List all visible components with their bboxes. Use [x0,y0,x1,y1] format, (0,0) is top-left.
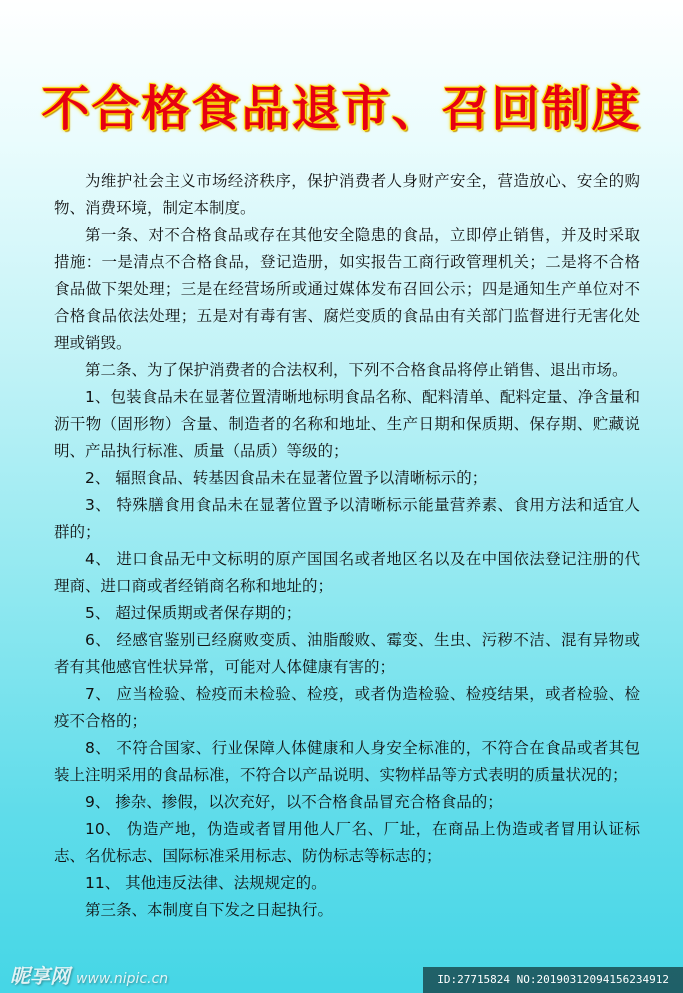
list-item-10: 10、 伪造产地，伪造或者冒用他人厂名、厂址，在商品上伪造或者冒用认证标志、名优标志、国际标准采用标志、防伪标志等标志的； [54,820,640,865]
list-item-2: 2、 辐照食品、转基因食品未在显著位置予以清晰标示的； [85,469,488,487]
document-body [54,168,640,924]
list-item-3: 3、 特殊膳食用食品未在显著位置予以清晰标示能量营养素、食用方法和适宜人群的； [54,496,640,541]
article-1: 第一条、对不合格食品或存在其他安全隐患的食品，立即停止销售，并及时采取措施：一是清点不合格食品，登记造册，如实报告工商行政管理机关；二是将不合格食品做下架处理；三是在经营场所或通过媒体发布召回公示；四是通知生产单位对不合格食品依法处理；五是对有毒有害、腐烂变质的食品由有关部门监督进行无害化处理或销毁。 [54,226,640,352]
watermark-url: www.nipic.cn [76,971,169,987]
watermark-logo-text: 昵享网 [10,964,70,988]
list-item-11: 11、 其他违反法律、法规规定的。 [85,874,327,892]
document-title: 不合格食品退市、召回制度 [41,81,642,137]
list-item-9: 9、 掺杂、掺假，以次充好，以不合格食品冒充合格食品的； [85,793,503,811]
list-item-5: 5、 超过保质期或者保存期的； [85,604,302,622]
list-item-4: 4、 进口食品无中文标明的原产国国名或者地区名以及在中国依法登记注册的代理商、进口商或者经销商名称和地址的； [54,550,640,595]
list-item-6: 6、 经感官鉴别已经腐败变质、油脂酸败、霉变、生虫、污秽不洁、混有异物或者有其他感官性状异常，可能对人体健康有害的； [54,631,640,676]
image-id-bar: ID:27715824 NO:20190312094156234912 [423,967,683,993]
article-2: 第二条、为了保护消费者的合法权利，下列不合格食品将停止销售、退出市场。 [85,361,628,379]
watermark-logo [10,960,168,989]
list-item-8: 8、 不符合国家、行业保障人体健康和人身安全标准的，不符合在食品或者其包装上注明采用的食品标准，不符合以产品说明、实物样品等方式表明的质量状况的； [54,739,640,784]
list-item-7: 7、 应当检验、检疫而未检验、检疫，或者伪造检验、检疫结果，或者检验、检疫不合格的； [54,685,640,730]
article-3: 第三条、本制度自下发之日起执行。 [85,901,334,919]
watermark-footer [0,965,683,993]
list-item-1: 1、包装食品未在显著位置清晰地标明食品名称、配料清单、配料定量、净含量和沥干物（固形物）含量、制造者的名称和地址、生产日期和保质期、保存期、贮藏说明、产品执行标准、质量（品质）等级的； [54,388,640,460]
intro-paragraph: 为维护社会主义市场经济秩序，保护消费者人身财产安全，营造放心、安全的购物、消费环境，制定本制度。 [54,172,640,217]
